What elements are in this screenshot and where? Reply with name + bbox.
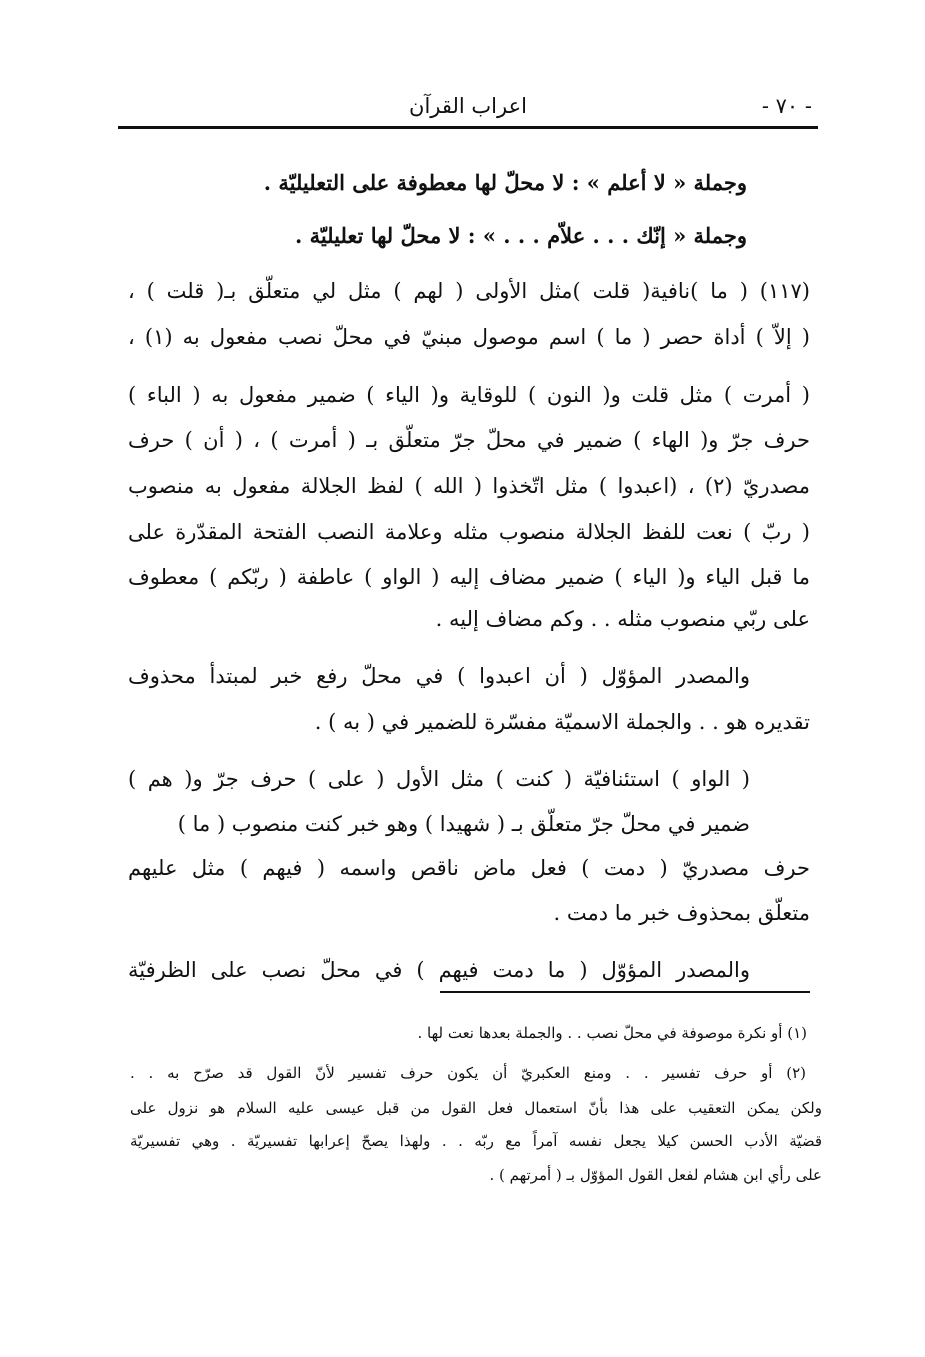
body-line: ما قبل الياء و( الياء ) ضمير مضاف إليه ( الواو ) عاطفة ( ربّكم ) معطوف	[128, 565, 810, 589]
body-line: والمصدر المؤوّل ( أن اعبدوا ) في محلّ رفع خبر لمبتدأ محذوف	[128, 664, 750, 688]
body-line: ( الواو ) استئنافيّة ( كنت ) مثل الأول ( على ) حرف جرّ و( هم )	[128, 767, 750, 791]
body-line: وجملة « إنّك . . . علاّم . . . » : لا محلّ لها تعليليّة .	[294, 223, 747, 248]
body-line: تقديره هو . . والجملة الاسميّة مفسّرة للضمير في ( به ) .	[314, 710, 810, 734]
body-line: حرف جرّ و( الهاء ) ضمير في محلّ جرّ متعلّق بـ ( أمرت ) ، ( أن ) حرف	[128, 428, 810, 452]
footnote-line: (٢) أو حرف تفسير . . ومنع العكبريّ أن يكون حرف تفسير لأنّ القول قد صرّح به . .	[130, 1064, 806, 1082]
body-line: ( إلاّ ) أداة حصر ( ما ) اسم موصول مبنيّ في محلّ نصب مفعول به (١) ،	[128, 325, 810, 349]
footnote-line: على رأي ابن هشام لفعل القول المؤوّل بـ ( أمرتهم ) .	[489, 1166, 822, 1184]
body-line: (١١٧) ( ما )نافية( قلت )مثل الأولى ( لهم ) مثل لي متعلّق بـ( قلت ) ،	[128, 279, 810, 303]
footnote-line: (١) أو نكرة موصوفة في محلّ نصب . . والجملة بعدها نعت لها .	[417, 1024, 807, 1042]
header-rule	[118, 126, 818, 129]
body-line: ( أمرت ) مثل قلت و( النون ) للوقاية و( الياء ) ضمير مفعول به ( الباء )	[128, 383, 810, 407]
running-header	[118, 88, 818, 126]
footnote-line: ولكن يمكن التعقيب على هذا بأنّ استعمال فعل القول من قبل عيسى عليه السلام هو نزول على	[130, 1099, 822, 1117]
body-line: ضمير في محلّ جرّ متعلّق بـ ( شهيدا ) وهو خبر كنت منصوب ( ما )	[177, 812, 750, 836]
page-number: - ٧٠ -	[761, 94, 812, 118]
running-title: اعراب القرآن	[409, 94, 527, 118]
body-line: وجملة « لا أعلم » : لا محلّ لها معطوفة على التعليليّة .	[263, 170, 747, 195]
body-line: والمصدر المؤوّل ( ما دمت فيهم ) في محلّ نصب على الظرفيّة	[128, 958, 750, 982]
footnote-line: قضيّة الأدب الحسن كيلا يجعل نفسه آمراً مع ربّه . . ولهذا يصحّ إعرابها تفسيريّة . وهي تفسيريّة	[130, 1132, 822, 1150]
footnote-rule	[440, 991, 810, 993]
body-line: مصدريّ (٢) ، (اعبدوا ) مثل اتّخذوا ( الله ) لفظ الجلالة مفعول به منصوب	[128, 474, 810, 498]
body-line: على ربّي منصوب مثله . . وكم مضاف إليه .	[435, 607, 810, 631]
body-line: ( ربّ ) نعت للفظ الجلالة منصوب مثله وعلامة النصب الفتحة المقدّرة على	[128, 520, 810, 544]
body-line: متعلّق بمحذوف خبر ما دمت .	[553, 901, 810, 925]
body-line: حرف مصدريّ ( دمت ) فعل ماض ناقص واسمه ( فيهم ) مثل عليهم	[128, 856, 810, 880]
